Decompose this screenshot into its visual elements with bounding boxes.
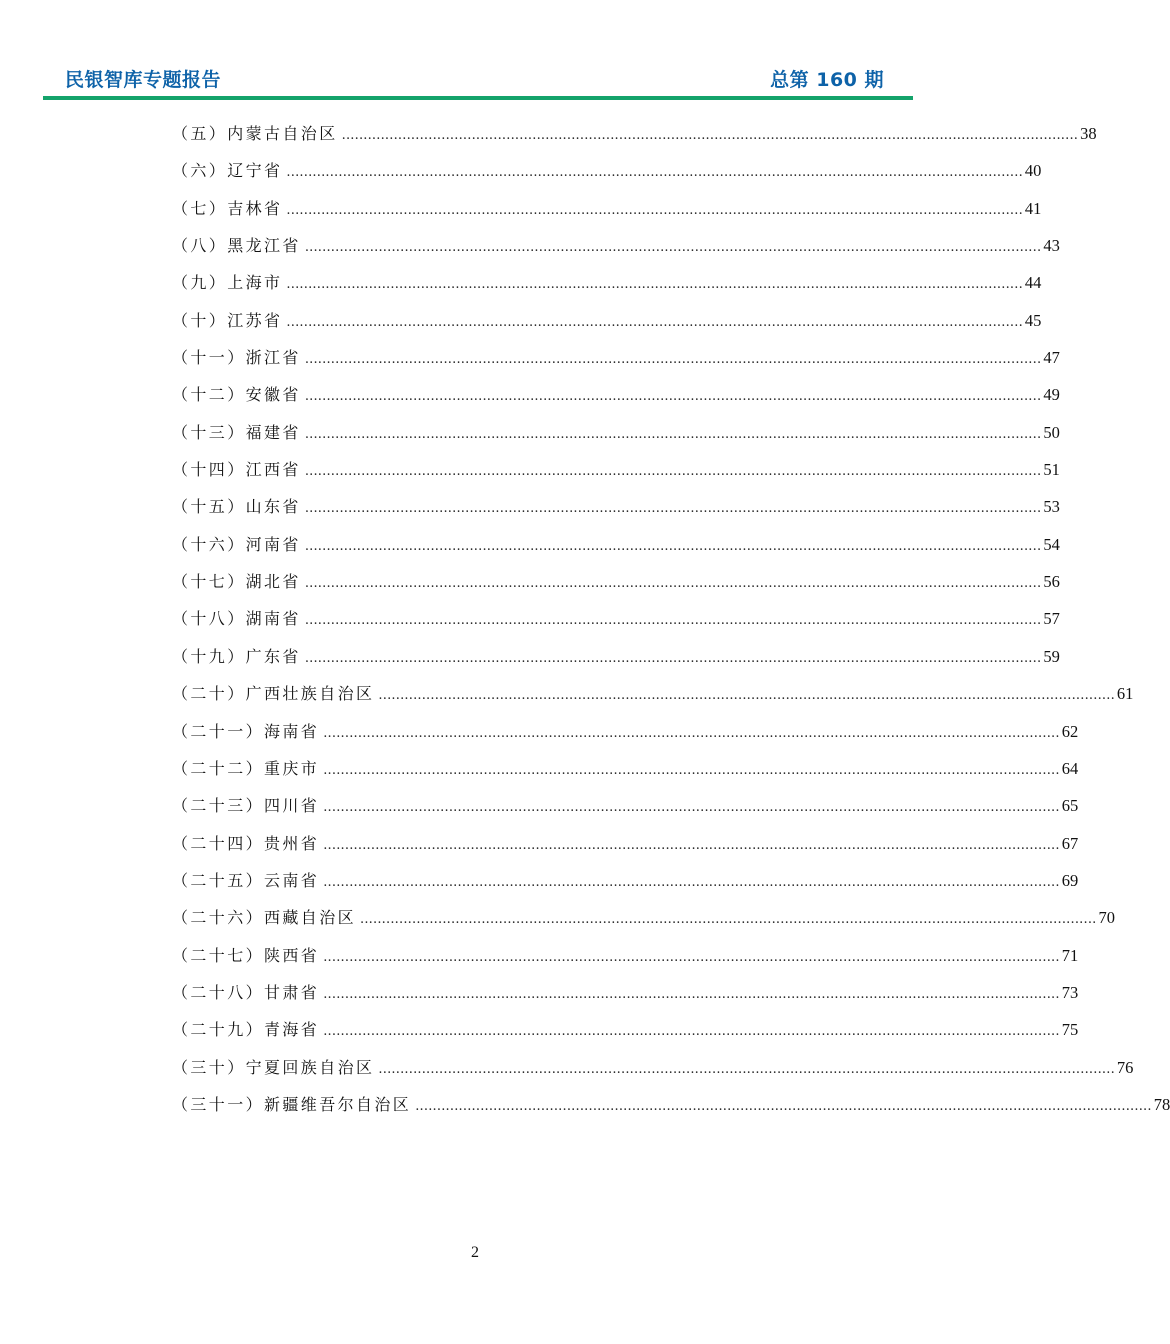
toc-entry-page: 47 [1043, 348, 1060, 368]
toc-entry-page: 59 [1043, 646, 1060, 666]
toc-entry-page: 75 [1061, 1020, 1079, 1040]
toc-entry[interactable] [172, 305, 1042, 342]
header-divider [43, 96, 913, 100]
toc-entry-page: 51 [1043, 460, 1060, 480]
toc-entry[interactable] [172, 491, 1060, 528]
toc-entry-page: 43 [1043, 236, 1060, 256]
toc-entry-title: （二十七）陕西省 [172, 945, 320, 965]
toc-entry[interactable] [172, 1014, 1079, 1051]
toc-entry[interactable] [172, 342, 1060, 379]
toc-entry[interactable] [172, 790, 1079, 827]
toc-entry-title: （十三）福建省 [172, 422, 301, 442]
toc-entry-title: （二十五）云南省 [172, 870, 320, 890]
toc-dot-leader: .......................................................................................................................................................................... [286, 202, 1023, 218]
toc-entry-title: （二十一）海南省 [172, 721, 320, 741]
toc-entry[interactable] [172, 454, 1060, 491]
toc-dot-leader: .......................................................................................................................................................................... [415, 1098, 1152, 1114]
toc-entry[interactable] [172, 417, 1060, 454]
toc-dot-leader: .......................................................................................................................................................................... [360, 912, 1097, 928]
toc-dot-leader: .......................................................................................................................................................................... [323, 874, 1060, 890]
toc-entry-page: 50 [1043, 422, 1060, 442]
toc-entry-title: （三十一）新疆维吾尔自治区 [172, 1094, 412, 1114]
toc-entry-page: 41 [1024, 198, 1042, 218]
toc-entry-title: （五）内蒙古自治区 [172, 124, 338, 143]
toc-entry-title: （二十三）四川省 [172, 796, 320, 816]
toc-entry-title: （九）上海市 [172, 273, 283, 293]
toc-entry-title: （二十）广西壮族自治区 [172, 684, 375, 704]
toc-entry-page: 73 [1061, 982, 1079, 1002]
toc-entry-page: 44 [1024, 273, 1042, 293]
toc-dot-leader: .......................................................................................................................................................................... [323, 762, 1060, 778]
toc-entry[interactable] [172, 118, 1097, 155]
toc-entry-title: （十四）江西省 [172, 460, 301, 480]
toc-entry-title: （十二）安徽省 [172, 385, 301, 405]
toc-entry-page: 78 [1153, 1094, 1170, 1114]
toc-entry-page: 76 [1116, 1057, 1134, 1077]
toc-dot-leader: .......................................................................................................................................................................... [286, 314, 1023, 330]
toc-dot-leader: .......................................................................................................................................................................... [323, 800, 1060, 816]
toc-entry-title: （二十九）青海省 [172, 1020, 320, 1040]
toc-dot-leader: .......................................................................................................................................................................... [378, 688, 1115, 704]
toc-entry-page: 70 [1098, 908, 1116, 928]
toc-entry[interactable] [172, 1052, 1134, 1089]
toc-entry[interactable] [172, 267, 1042, 304]
toc-entry[interactable] [172, 641, 1060, 678]
toc-dot-leader: .......................................................................................................................................................................... [323, 725, 1060, 741]
toc-dot-leader: .......................................................................................................................................................................... [304, 389, 1042, 405]
toc-entry-title: （十六）河南省 [172, 534, 301, 554]
toc-entry-page: 54 [1043, 534, 1060, 554]
toc-entry-title: （十九）广东省 [172, 646, 301, 666]
toc-dot-leader: .......................................................................................................................................................................... [304, 501, 1042, 517]
toc-dot-leader: .......................................................................................................................................................................... [378, 1061, 1115, 1077]
toc-entry-page: 61 [1116, 684, 1134, 704]
toc-entry[interactable] [172, 379, 1060, 416]
toc-entry-page: 38 [1080, 124, 1097, 143]
toc-entry-page: 62 [1061, 721, 1079, 741]
toc-entry[interactable] [172, 902, 1116, 939]
toc-entry-page: 64 [1061, 758, 1079, 778]
toc-entry[interactable] [172, 716, 1079, 753]
page-number: 2 [471, 1244, 479, 1261]
toc-entry-title: （二十六）西藏自治区 [172, 908, 357, 928]
page-header [0, 0, 950, 102]
toc-entry-title: （十一）浙江省 [172, 348, 301, 368]
issue-number: 总第 160 期 [770, 69, 884, 91]
toc-entry-title: （二十四）贵州省 [172, 833, 320, 853]
toc-entry[interactable] [172, 603, 1060, 640]
toc-entry-page: 45 [1024, 310, 1042, 330]
toc-entry[interactable] [172, 193, 1042, 230]
toc-dot-leader: .......................................................................................................................................................................... [323, 837, 1060, 853]
toc-dot-leader: .......................................................................................................................................................................... [286, 165, 1023, 181]
toc-entry[interactable] [172, 865, 1079, 902]
toc-entry-page: 49 [1043, 385, 1060, 405]
toc-dot-leader: .......................................................................................................................................................................... [304, 613, 1042, 629]
toc-entry-title: （二十八）甘肃省 [172, 982, 320, 1002]
toc-dot-leader: .......................................................................................................................................................................... [323, 949, 1060, 965]
toc-entry[interactable] [172, 940, 1079, 977]
toc-dot-leader: .......................................................................................................................................................................... [304, 240, 1042, 256]
toc-dot-leader: .......................................................................................................................................................................... [323, 1024, 1060, 1040]
toc-dot-leader: .......................................................................................................................................................................... [304, 352, 1042, 368]
toc-dot-leader: .......................................................................................................................................................................... [341, 128, 1079, 143]
toc-entry-page: 40 [1024, 161, 1042, 181]
table-of-contents [172, 118, 1170, 1126]
toc-entry-title: （二十二）重庆市 [172, 758, 320, 778]
toc-entry[interactable] [172, 566, 1060, 603]
toc-entry[interactable] [172, 678, 1134, 715]
toc-entry-title: （八）黑龙江省 [172, 236, 301, 256]
toc-entry-page: 69 [1061, 870, 1079, 890]
toc-dot-leader: .......................................................................................................................................................................... [304, 538, 1042, 554]
toc-dot-leader: .......................................................................................................................................................................... [304, 426, 1042, 442]
toc-dot-leader: .......................................................................................................................................................................... [304, 464, 1042, 480]
toc-dot-leader: .......................................................................................................................................................................... [323, 986, 1060, 1002]
toc-entry-page: 65 [1061, 796, 1079, 816]
toc-entry[interactable] [172, 1089, 1170, 1126]
toc-entry-page: 71 [1061, 945, 1079, 965]
toc-entry-page: 67 [1061, 833, 1079, 853]
toc-entry-page: 56 [1043, 572, 1060, 592]
toc-dot-leader: .......................................................................................................................................................................... [304, 576, 1042, 592]
toc-entry[interactable] [172, 753, 1079, 790]
toc-entry-page: 57 [1043, 609, 1060, 629]
toc-entry-title: （七）吉林省 [172, 198, 283, 218]
toc-entry[interactable] [172, 529, 1060, 566]
toc-dot-leader: .......................................................................................................................................................................... [304, 650, 1042, 666]
toc-entry[interactable] [172, 155, 1042, 192]
toc-entry[interactable] [172, 230, 1060, 267]
report-series-title: 民银智库专题报告 [65, 69, 222, 91]
toc-dot-leader: .......................................................................................................................................................................... [286, 277, 1023, 293]
toc-entry-title: （十五）山东省 [172, 497, 301, 517]
toc-entry[interactable] [172, 977, 1079, 1014]
toc-entry-title: （十七）湖北省 [172, 572, 301, 592]
toc-entry-title: （十）江苏省 [172, 310, 283, 330]
toc-entry-page: 53 [1043, 497, 1060, 517]
toc-entry-title: （十八）湖南省 [172, 609, 301, 629]
toc-entry[interactable] [172, 828, 1079, 865]
toc-entry-title: （六）辽宁省 [172, 161, 283, 181]
toc-entry-title: （三十）宁夏回族自治区 [172, 1057, 375, 1077]
